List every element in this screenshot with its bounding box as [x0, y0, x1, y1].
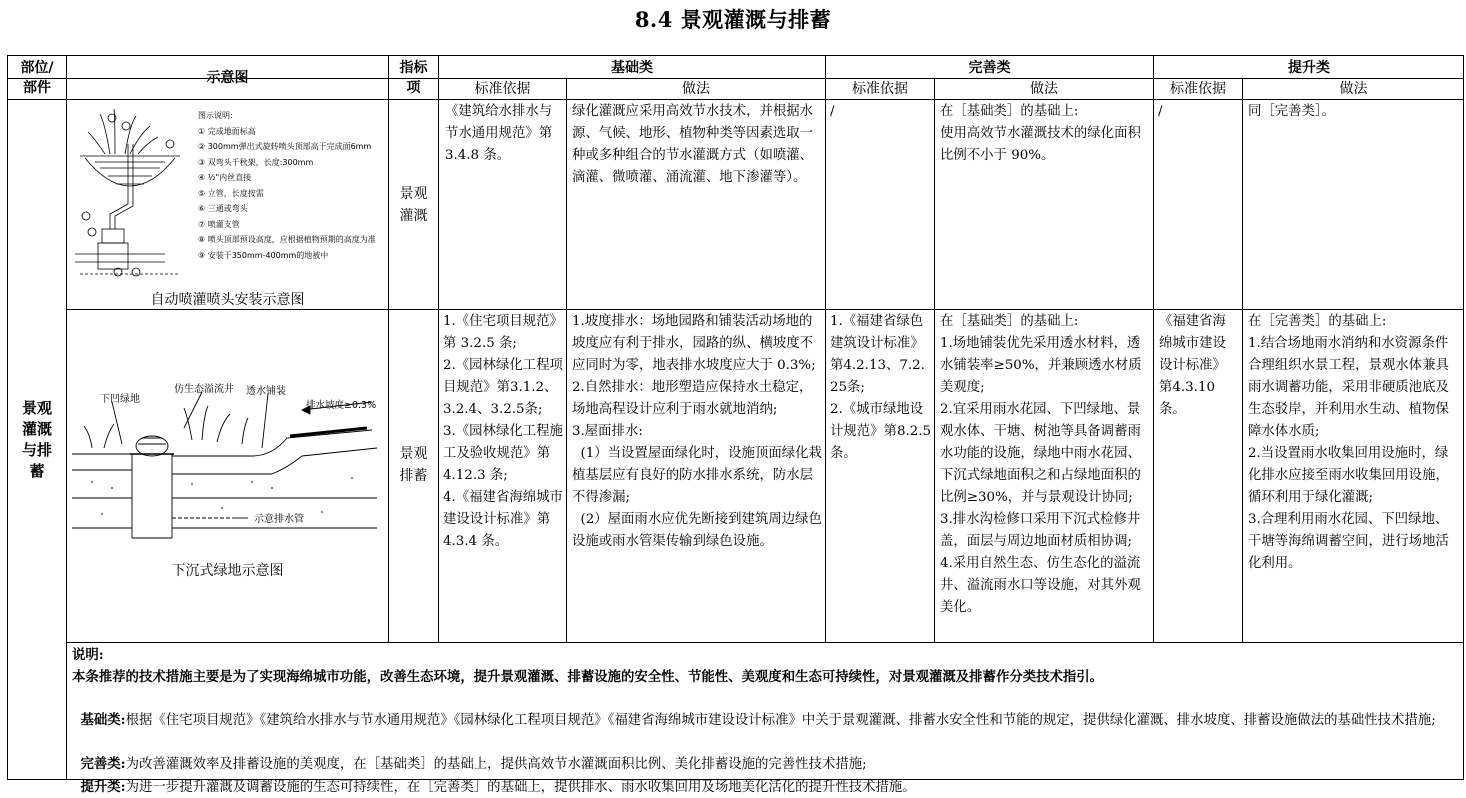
label-overflow-well: 仿生态溢流井 — [174, 384, 234, 395]
notes-intro: 本条推荐的技术措施主要是为了实现海绵城市功能，改善生态环境，提升景观灌溉、排蓄设施的安全性、节能性、美观度和生态可持续性，对景观灌溉及排蓄作分类技术指引。 — [72, 669, 1104, 685]
drainage-upgrade-method: 在［完善类］的基础上: 1.结合场地雨水消纳和水资源条件合理组织水景工程，景观水体兼具雨水调蓄功能，采用非硬质池底及生态驳岸，并利用水生动、植物保障水体水质; 2.当设置雨水收集回用设施时，绿化排水应接至雨水收集回用设施，循环利用于绿化灌溉; 3.合理利用雨水花园、下凹绿地、干塘等海绵调蓄空间，进行场地活化利用。 — [1248, 314, 1449, 571]
header-indicator: 指标 项 — [399, 60, 428, 96]
legend-item: ⑧ 喷头顶部预设高度，应根据植物预期的高度为准 — [198, 235, 376, 244]
notes-upgrade — [72, 756, 1462, 798]
header-diagram: 示意图 — [206, 70, 249, 86]
drainage-improve-standard: 1.《福建省绿色建筑设计标准》第4.2.13、7.2.25条; 2.《城市绿地设计规范》第8.2.5 条。 — [830, 314, 932, 461]
irrigation-basic-method: 绿化灌溉应采用高效节水技术，并根据水源、气候、地形、植物种类等因素选取一种或多种组合的节水灌溉方式（如喷灌、滴灌、微喷灌、涌流灌、地下渗灌等）。 — [572, 104, 814, 185]
header-improve-method: 做法 — [1030, 81, 1058, 97]
header-basic-method: 做法 — [682, 81, 710, 97]
irrigation-diagram — [70, 104, 386, 290]
part-label: 景观 灌溉 与排 蓄 — [21, 399, 52, 480]
notes-basic-text: 根据《住宅项目规范》《建筑给水排水与节水通用规范》《园林绿化工程项目规范》《福建省海绵城市建设设计标准》中关于景观灌溉、排蓄水安全性和节能的规定，提供绿化灌溉、排水坡度、排蓄设施做法的基础性技术措施; — [125, 713, 1436, 728]
header-basic: 基础类 — [611, 60, 653, 76]
drainage-diagram — [72, 378, 388, 556]
header-improve-standard: 标准依据 — [852, 81, 908, 97]
notes-label: 说明: — [72, 647, 104, 663]
notes-improve-label: 完善类: — [80, 756, 126, 772]
legend-item: ⑥ 三通或弯头 — [198, 204, 248, 213]
irrigation-improve-method: 在［基础类］的基础上: 使用高效节水灌溉技术的绿化面积比例不小于 90%。 — [940, 104, 1141, 163]
legend-item: ⑤ 立管，长度按需 — [198, 188, 264, 198]
legend-item: ⑦ 喷灌支管 — [198, 219, 240, 229]
irrigation-upgrade-standard: / — [1158, 104, 1163, 119]
label-drain-pipe: 示意排水管 — [254, 514, 304, 525]
header-basic-standard: 标准依据 — [474, 81, 531, 97]
notes-basic-label: 基础类: — [80, 712, 126, 728]
notes-upgrade-text: 为进一步提升灌溉及调蓄设施的生态可持续性，在［完善类］的基础上，提供排水、雨水收集回用及场地美化活化的提升性技术措施。 — [125, 780, 916, 795]
header-upgrade: 提升类 — [1288, 60, 1330, 76]
figure-caption-irrigation: 自动喷灌喷头安装示意图 — [150, 292, 305, 308]
irrigation-basic-standard: 《建筑给水排水与节水通用规范》第 3.4.8 条。 — [445, 104, 557, 163]
figure-caption-drainage: 下沉式绿地示意图 — [171, 563, 284, 579]
label-permeable-paving: 透水铺装 — [246, 386, 286, 397]
irrigation-upgrade-method: 同［完善类］。 — [1248, 104, 1336, 119]
legend-title: 图示说明: — [198, 111, 233, 120]
drainage-upgrade-standard: 《福建省海绵城市建设设计标准》第4.3.10 条。 — [1159, 314, 1226, 417]
irrigation-improve-standard: / — [830, 104, 835, 119]
legend-item: ⑨ 安装于350mm-400mm的地被中 — [198, 250, 329, 260]
header-improve: 完善类 — [968, 60, 1011, 76]
notes-basic — [72, 689, 1462, 731]
sprinkler-drawing — [70, 104, 190, 284]
header-part: 部位/ 部件 — [20, 60, 54, 96]
drainage-basic-standard: 1.《住宅项目规范》第 3.2.5 条; 2.《园林绿化工程项目规范》第3.1.2、3.2.4、3.2.5条; 3.《园林绿化工程施工及验收规范》第 4.12.3 条; 4.《福建省海绵城市建设设计标准》第 4.3.4 条。 — [443, 314, 563, 549]
page-title: 8.4 景观灌溉与排蓄 — [634, 7, 832, 32]
legend-item: ③ 双弯头千秋架，长度:300mm — [198, 157, 314, 167]
indicator-drainage: 景观 排蓄 — [399, 446, 428, 484]
drainage-basic-method: 1.坡度排水：场地园路和铺装活动场地的坡度应有利于排水，园路的纵、横坡度不应同时为零，地表排水坡度应大于 0.3%; 2.自然排水：地形塑造应保持水土稳定，场地高程设计应利于雨水就地消纳; 3.屋面排水: (1）当设置屋面绿化时，设施顶面绿化栽植基层应有良好的防水排水系统，防水层不得渗漏; (2）屋面雨水应优先断接到建筑周边绿色设施或雨水管渠传输到绿色设施。 — [572, 314, 822, 549]
notes-improve-text: 为改善灌溉效率及排蓄设施的美观度，在［基础类］的基础上，提供高效节水灌溉面积比例、美化排蓄设施的完善性技术措施; — [125, 757, 867, 772]
header-upgrade-standard: 标准依据 — [1170, 81, 1226, 97]
drainage-improve-method: 在［基础类］的基础上: 1.场地铺装优先采用透水材料，透水铺装率≥50%，并兼顾透水材质美观度; 2.宜采用雨水花园、下凹绿地、景观水体、干塘、树池等具备调蓄雨水功能的设施，绿地中雨水花园、下沉式绿地面积之和占绿地面积的比例≥30%，并与景观设计协同; 3.排水沟检修口采用下沉式检修井盖，面层与周边地面材质相协调; 4.采用自然生态、仿生态化的溢流井、溢流雨水口等设施，对其外观美化。 — [940, 314, 1142, 615]
legend-item: ④ ½"内丝直接 — [198, 173, 252, 182]
notes-upgrade-label: 提升类: — [80, 779, 126, 795]
legend-item: ② 300mm弹出式旋转喷头顶部高于完成面6mm — [198, 142, 372, 151]
irrigation-legend — [198, 108, 384, 263]
label-sunken-greenland: 下凹绿地 — [100, 394, 140, 405]
header-upgrade-method: 做法 — [1339, 81, 1368, 97]
indicator-irrigation: 景观 灌溉 — [399, 186, 428, 224]
label-drain-slope: 排水坡度≥0.3% — [306, 400, 377, 411]
legend-item: ① 完成地面标高 — [198, 126, 256, 136]
